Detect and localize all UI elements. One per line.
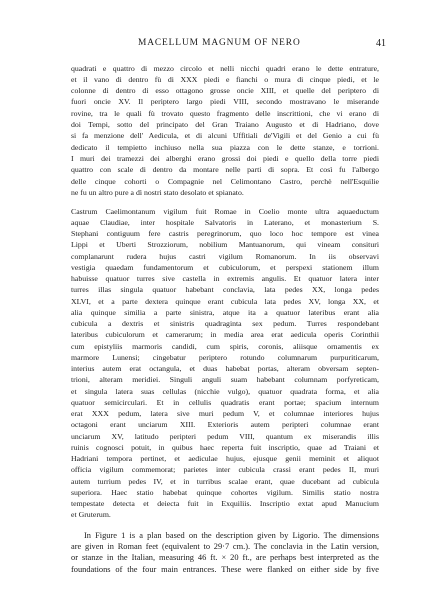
latin-text-line: cum epistyliis marmoris candidi, cum spiris, coronis, aliisque ornamentis ex bbox=[71, 341, 379, 351]
latin-text-line: complanarunt rudera hujus castri vigilum Romanorum. In iis observavi bbox=[71, 251, 379, 261]
latin-text-line: Lippi et Uberti Strozziorum, nobilium Mantuanorum, qui vineam consituri bbox=[71, 240, 379, 250]
italian-text-line: delle cinque cohorti o Compagnie nel Celimontano Castro, perchè nell'Esquilie bbox=[71, 176, 379, 186]
italian-text-line: quattro con scale di dentro da montare nelle parti di sopra. Et così fu l'albergo bbox=[71, 165, 379, 175]
latin-text-line: interius autem erat octangula, et duas habebat portas, alteram obversam septen- bbox=[71, 364, 379, 373]
running-title: MACELLUM MAGNUM OF NERO bbox=[138, 38, 301, 48]
english-text-line: are given in Roman feet (equivalent to 29·7 cm.). The conclavia in the Latin version, bbox=[71, 541, 379, 551]
italian-text-line: colonne di dentro di esso ottagono grosse oncie XIII, et quelle del periptero di bbox=[71, 86, 379, 96]
latin-text-line: ruinis cognosci potuit, in quibus haec reperta fuit inscriptio, quae ad Traiani et bbox=[71, 442, 379, 452]
english-text-line: or stanze in the Italian, measuring 46 ft. × 20 ft., are perhaps best interpreted as the bbox=[71, 553, 379, 563]
latin-text-line: alia quinque similia a parte sinistra, atque ita a quatuor lateribus erant alia bbox=[71, 307, 379, 317]
italian-text-line: quadrati e quattro di mezzo circolo et nelli nicchi quadri erano le dette entrature, bbox=[71, 63, 379, 73]
italian-text-line: si fa menzione dell' Aedicula, et di alcuni Uffitiali de'Vigili et del Genio a cui fù bbox=[71, 131, 379, 141]
italian-text-line: fuori oncie XV. Il periptero largo piedi VIII, secondo mostravano le miserande bbox=[71, 97, 379, 107]
latin-text-line: superiora. Haec statio habebat quinque cohortes vigilum. Similis statio nostra bbox=[71, 487, 379, 497]
page-number: 41 bbox=[376, 38, 386, 49]
italian-text-line: rovine, tra le quali fù trovato questo fragmento delle inscrittioni, che vi erano di bbox=[71, 108, 379, 118]
italian-text-line: ne fu un altro pure a dì nostri stato desolato et spianato. bbox=[71, 187, 244, 197]
latin-text-line: cubicula a dextris et sinistris quadraginta sex pedum. Turres respondebant bbox=[71, 319, 379, 328]
latin-text-line: Castrum Caelimontanum vigilum fuit Romae in Coelio monte ultra aquaeductum bbox=[71, 206, 379, 216]
italian-text-line: et il vano di dentro fù di XXX piedi e fianchi o mura di cinque piedi, et le bbox=[71, 74, 379, 84]
latin-text-line: officia vigilum commemorat; parietes inter cubicula crassi erant pedes II, muri bbox=[71, 465, 379, 475]
latin-text-line: habuisse quatuor turres sive castella in extremis angulis. Et quatuor latera inter bbox=[71, 274, 379, 283]
latin-text-line: autem turrium pedes IV, et in turribus scalae erant, quae ducebant ad cubicula bbox=[71, 476, 379, 486]
italian-text-line: dedicato il tempietto inchiuso nella sua piazza con le dette stanze, e torrioni. bbox=[71, 142, 379, 152]
latin-text-line: turres illas singula quatuor habebant conclavia, lata pedes XX, longa pedes bbox=[71, 285, 379, 295]
latin-text-line: aquae Claudiae, inter hospitale Salvatoris in Laterano, et monasterium S. bbox=[71, 217, 379, 227]
english-text-line: In Figure 1 is a plan based on the description given by Ligorio. The dimensions bbox=[84, 530, 379, 540]
latin-text-line: et Gruterum. bbox=[71, 510, 111, 520]
latin-text-line: unciarum XV, latitudo peripteri pedum VIII, quantum ex miserandis illis bbox=[71, 431, 379, 441]
running-head bbox=[72, 38, 392, 52]
latin-text-line: marmore Lunensi; cingebatur periptero rotundo columnarum purpuriticarum, bbox=[71, 352, 379, 362]
latin-text-line: quatuor semicirculari. Et in cellulis quadratis erant portae; spacium internum bbox=[71, 397, 379, 407]
latin-text-line: lateribus cubiculorum et camerarum; in media area erat aedicula operis Corinthii bbox=[71, 330, 379, 340]
latin-text-line: et singula latera suas cellulas (nicchie vulgo), quatuor quadrata forma, et alia bbox=[71, 386, 379, 396]
latin-text-line: XLVI, et a parte dextera quinque erant cubicula lata pedes XV, longa XX, et bbox=[71, 296, 379, 306]
latin-text-line: Hadriani tempora pertinet, et aediculae hujus, ejusque genii meminit et aliquot bbox=[71, 454, 379, 463]
latin-text-line: octagoni erant unciarum XIII. Exterioris autem peripteri columnae erant bbox=[71, 420, 379, 430]
english-text-line: foundations of the four main entrances. These were flanked on either side by five bbox=[71, 564, 379, 574]
latin-text-line: trioni, alteram meridiei. Singuli anguli suam habebant columnam porfyreticam, bbox=[71, 375, 379, 385]
italian-text-line: doi Tempi, sotto del principato del Gran Traiano Augusto et di Hadriano, dove bbox=[71, 120, 379, 129]
latin-text-line: tempestate detecta et deiecta fuit in Exquiliis. Inscriptio extat apud Manucium bbox=[71, 499, 379, 508]
latin-text-line: vestigia quaedam fundamentorum et cubiculorum, et perspexi stationem illum bbox=[71, 262, 379, 272]
latin-text-line: Stephani contiguum fere castris peregrinorum, quo loco hoc tempore est vinea bbox=[71, 229, 379, 238]
italian-text-line: I muri dei tramezzi dei alberghi erano grossi doi piedi e quello della torre piedi bbox=[71, 153, 379, 163]
latin-text-line: erat XXX pedum, latera sive muri pedum V, et columnae interiores hujus bbox=[71, 409, 379, 418]
